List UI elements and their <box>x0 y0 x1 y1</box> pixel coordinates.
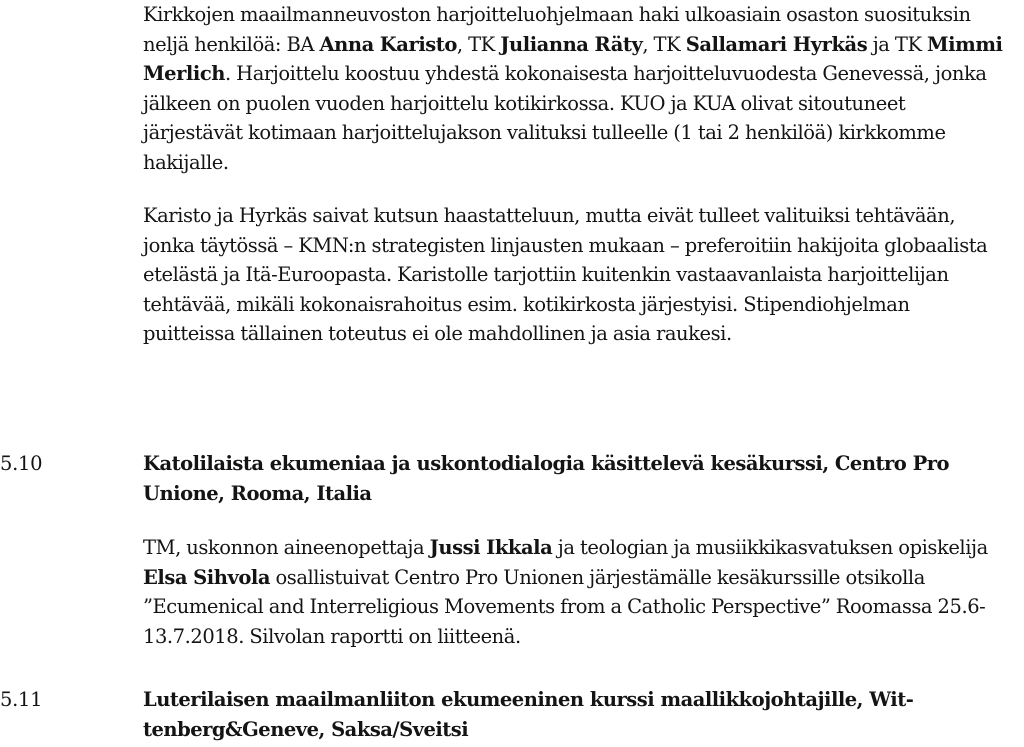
person-name-elsa-sihvola: Elsa Sihvola <box>143 565 271 589</box>
section-title-5-11: Luterilaisen maailmanliiton ekumeeninen kurssi maallikkojohtajille, Wittenberg&Geneve, Saksa/Sveitsi <box>143 688 914 741</box>
paragraph-interview-outcome: Karisto ja Hyrkäs saivat kutsun haastatteluun, mutta eivät tulleet valituiksi tehtävään, jonka täytössä – KMN:n strategisten linjausten mukaan – preferoitiin hakijoita globaalista etelästä ja Itä-Euroopasta. Karistolle tarjottiin kuitenkin vastaavanlaista harjoittelijan tehtävää, mikäli kokonaisrahoitus esim. kotikirkosta järjestyisi. Stipendiohjelman puitteissa tällainen toteutus ei ole mahdollinen ja asia raukesi. <box>143 204 988 346</box>
paragraph-summer-course <box>143 533 1005 651</box>
section-title-5-10: Katolilaista ekumeniaa ja uskontodialogia käsittelevä kesäkurssi, Centro Pro Unione, Rooma, Italia <box>143 452 950 505</box>
text-run: , TK <box>456 32 501 56</box>
person-name-julianna-raty: Julianna Räty <box>500 32 643 56</box>
text-run: Kirkkojen maailmanneuvoston harjoitteluohjelmaan haki ulkoasiain osaston suosituksin neljä henkilöä: BA <box>143 3 971 56</box>
section-number-5-11: 5.11 <box>0 688 43 711</box>
text-run: . Harjoittelu koostuu yhdestä kokonaisesta harjoitteluvuodesta Genevessä, jonka jälkeen on puolen vuoden harjoittelu kotikirkossa. KUO ja KUA olivat sitoutuneet järjestävät kotimaan harjoittelujakson valituksi tulleelle (1 tai 2 henkilöä) kirkkomme hakijalle. <box>143 62 987 174</box>
text-run: ja TK <box>867 32 928 56</box>
person-name-sallamari-hyrkas: Sallamari Hyrkäs <box>685 32 868 56</box>
person-name-jussi-ikkala: Jussi Ikkala <box>429 536 553 559</box>
person-name-anna-karisto: Anna Karisto <box>319 32 457 56</box>
text-run: osallistuivat Centro Pro Unionen järjestämälle kesäkurssille otsikolla ”Ecumenical and Interreligious Movements from a Catholic Perspective” Roomassa 25.6-13.7.2018. Silvolan raportti on liitteenä. <box>143 565 986 648</box>
text-run: , TK <box>642 32 686 56</box>
person-name-mimmi-merlich: Mimmi Merlich <box>143 32 1003 86</box>
text-run: TM, uskonnon aineenopettaja <box>143 536 430 559</box>
paragraph-wcc-internship <box>143 0 1005 178</box>
text-run: ja teologian ja musiikkikasvatuksen opiskelija <box>552 536 988 559</box>
section-number-5-10: 5.10 <box>0 452 43 475</box>
